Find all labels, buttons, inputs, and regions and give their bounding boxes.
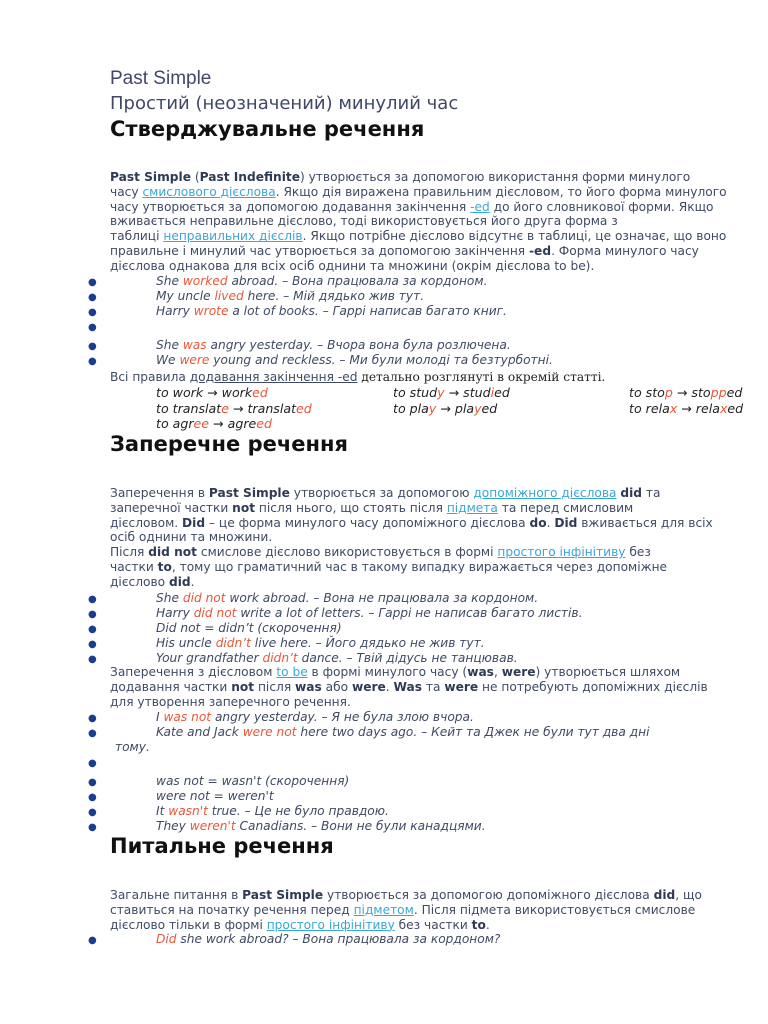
text: → sto — [672, 385, 711, 400]
list-item — [156, 304, 507, 318]
text: We — [156, 353, 180, 367]
highlight-text: worked — [182, 274, 228, 288]
text: ed — [481, 401, 498, 416]
text: детально розглянуті в окремій статті. — [357, 370, 606, 384]
text: to pla — [393, 401, 429, 416]
text: true. – Це не було правдою. — [207, 804, 389, 818]
text: They — [156, 819, 190, 833]
text: ed — [726, 385, 743, 400]
link-irregular-verbs[interactable]: неправильних дієслів — [163, 229, 303, 244]
link-simple-infinitive[interactable]: простого інфінітиву — [497, 545, 626, 560]
text: . — [546, 515, 555, 530]
bullet: ● — [88, 609, 97, 620]
text: правильне і минулий час утворюється за допомогою закінчення — [110, 243, 529, 258]
highlight-text: x — [719, 401, 728, 416]
list-item — [156, 636, 485, 650]
text: заперечної частки — [110, 500, 233, 515]
list-item — [156, 338, 511, 352]
text: . — [385, 679, 394, 694]
list-item-continuation: тому. — [115, 740, 150, 754]
bullet: ● — [88, 292, 97, 303]
text: та — [642, 486, 661, 500]
highlight-text: did not — [193, 606, 237, 620]
doc-title: Past Simple — [110, 68, 212, 89]
term: -ed — [529, 243, 552, 258]
term: Did — [554, 515, 578, 530]
text: young and reckless. – Ми були молоді та безтурботні. — [209, 353, 553, 367]
text: His uncle — [156, 636, 216, 650]
text: dance. – Твій дідусь не танцював. — [297, 651, 518, 665]
text: → translat — [228, 401, 297, 416]
text: Canadians. – Вони не були канадцями. — [235, 819, 486, 833]
bullet: ● — [88, 822, 97, 833]
text: Harry — [156, 606, 194, 620]
bullet: ● — [88, 758, 97, 769]
bullet: ● — [88, 341, 97, 352]
text: angry yesterday. – Я не була злою вчора. — [211, 710, 474, 724]
text: . Форма минулого часу — [551, 243, 699, 258]
term: to — [471, 917, 486, 932]
verb-example — [393, 401, 497, 416]
text: live here. – Його дядько не жив тут. — [250, 636, 485, 650]
highlight-text: ee — [193, 416, 210, 431]
text: . Якщо дія виражена правильним дієсловом, то його форма минулого — [275, 184, 727, 199]
highlight-text: didn’t — [215, 636, 251, 650]
highlight-text: i — [490, 385, 495, 400]
term: Past Simple — [110, 170, 191, 184]
text: додавання частки — [110, 679, 232, 694]
list-item — [156, 932, 500, 946]
term: do — [529, 515, 547, 530]
highlight-text: e — [221, 401, 229, 416]
highlight-text: did not — [182, 591, 226, 605]
text: She — [156, 338, 183, 352]
highlight-text: ed — [256, 416, 272, 431]
text: часу — [110, 184, 143, 199]
text: , тому що граматичний час в такому випадку виражається через допоміжне — [171, 559, 668, 574]
text: write a lot of letters. – Гаррі не написав багато листів. — [236, 606, 583, 620]
text: she work abroad? – Вона працювала за кордоном? — [176, 932, 501, 946]
negative-paragraph — [110, 486, 730, 590]
text: to rela — [629, 401, 670, 416]
text: дієслова однакова для всіх осіб однини та множини (окрім дієслова to be). — [110, 258, 595, 273]
term: did — [653, 888, 676, 902]
text: Did not = didn’t (скорочення) — [156, 621, 342, 635]
highlight-text: was — [182, 338, 207, 352]
bullet: ● — [88, 728, 97, 739]
highlight-text: wrote — [193, 304, 229, 318]
section-heading-affirmative: Стверджувальне речення — [110, 117, 425, 141]
highlight-text: didn’t — [262, 651, 298, 665]
link-simple-infinitive-2[interactable]: простого інфінітиву — [266, 917, 395, 932]
text: Заперечення в — [110, 486, 209, 500]
text: без — [625, 545, 651, 560]
text: або — [321, 679, 352, 694]
highlight-text: was not — [163, 710, 212, 724]
term: did not — [148, 545, 197, 560]
text: to sto — [629, 385, 665, 400]
text: abroad. – Вона працювала за кордоном. — [227, 274, 488, 288]
text: Загальне питання в — [110, 888, 243, 902]
text: частки — [110, 559, 158, 574]
text: ) утворюється шляхом — [535, 665, 681, 679]
text: → pla — [436, 401, 475, 416]
highlight-text: ed — [296, 401, 312, 416]
text: My uncle — [156, 289, 215, 303]
bullet: ● — [88, 777, 97, 788]
verb-example — [393, 385, 510, 400]
text: . Якщо потрібне дієслово відсутнє в таблиці, це означає, що воно — [302, 229, 727, 244]
negative-to-be-paragraph — [110, 665, 730, 709]
doc-subtitle: Простий (неозначений) минулий час — [110, 93, 459, 114]
text: was not = wasn't (скорочення) — [156, 774, 350, 788]
bullet: ● — [88, 624, 97, 635]
term: was — [295, 679, 322, 694]
list-item — [156, 710, 474, 724]
list-item — [156, 591, 538, 605]
question-paragraph — [110, 888, 730, 932]
text: та — [422, 679, 445, 694]
highlight-text: Did — [156, 932, 177, 946]
text: утворюється за допомогою допоміжного дієслова — [323, 888, 654, 902]
text: . Після підмета використовується смислове — [413, 902, 696, 917]
highlight-text: were not — [242, 725, 297, 739]
text: ставиться на початку речення перед — [110, 902, 354, 917]
text: дієслово — [110, 574, 169, 589]
list-item — [156, 289, 424, 303]
text: дієсловом. — [110, 515, 183, 530]
highlight-text: weren't — [189, 819, 236, 833]
highlight-text: wasn't — [168, 804, 208, 818]
bullet: ● — [88, 807, 97, 818]
list-item — [156, 819, 486, 833]
text: , — [493, 665, 502, 679]
text: в формі минулого часу ( — [307, 665, 468, 679]
text: Harry — [156, 304, 194, 318]
text: → stud — [444, 385, 491, 400]
term: Past Indefinite — [199, 170, 300, 184]
text: It — [156, 804, 169, 818]
text: та перед смисловим — [497, 500, 634, 515]
text: → agre — [209, 416, 257, 431]
text: ed — [494, 385, 510, 400]
text: She — [156, 274, 183, 288]
text: . — [190, 574, 195, 589]
text: work abroad. – Вона не працювала за кордоном. — [225, 591, 539, 605]
term: were — [351, 679, 386, 694]
bullet: ● — [88, 307, 97, 318]
term: did — [168, 574, 191, 589]
verb-example — [156, 416, 272, 431]
affirm-paragraph — [110, 170, 730, 274]
term: Did — [182, 515, 206, 530]
bullet: ● — [88, 639, 97, 650]
section-heading-negative: Заперечне речення — [110, 432, 349, 456]
text: утворюється за допомогою — [289, 486, 474, 500]
text: here. – Мій дядько жив тут. — [243, 289, 425, 303]
text: ( — [190, 170, 200, 184]
link-subject-2[interactable]: підметом — [353, 902, 414, 917]
highlight-text: p — [664, 385, 673, 400]
bullet: ● — [88, 654, 97, 665]
text: Kate and Jack — [156, 725, 243, 739]
link-adding-ed[interactable]: додавання закінчення -ed — [189, 370, 358, 384]
list-item — [156, 274, 487, 288]
text: осіб однини та множини. — [110, 530, 273, 545]
text: Заперечення з дієсловом — [110, 665, 277, 679]
highlight-text: ed — [252, 385, 268, 400]
text: ) утворюється за допомогою використання форми минулого — [299, 170, 691, 184]
list-item — [156, 606, 582, 620]
text: таблиці — [110, 229, 164, 244]
rules-note — [110, 370, 605, 384]
text: вживається неправильне дієслово, тоді використовується його друга форма з — [110, 214, 618, 229]
text: після — [254, 679, 296, 694]
term: not — [232, 500, 256, 515]
verb-example — [156, 401, 312, 416]
text: дієслово тільки в формі — [110, 917, 267, 932]
link-subject[interactable]: підмета — [446, 500, 498, 515]
list-item — [156, 789, 274, 803]
highlight-text: y — [437, 385, 445, 400]
term: Past Simple — [242, 888, 324, 902]
text: Your grandfather — [156, 651, 263, 665]
text: до його словникової форми. Якщо — [489, 199, 714, 214]
link-to-be[interactable]: to be — [276, 665, 308, 679]
text: to stud — [393, 385, 438, 400]
term: was — [467, 665, 494, 679]
list-item — [156, 774, 349, 788]
text: Всі правила — [110, 370, 190, 384]
highlight-text: y — [428, 401, 437, 416]
text: → rela — [677, 401, 720, 416]
highlight-text: y — [474, 401, 482, 416]
bullet: ● — [88, 594, 97, 605]
term: to — [157, 559, 172, 574]
term: Past Simple — [208, 486, 290, 500]
text: після нього, що стоять після — [255, 500, 447, 515]
bullet: ● — [88, 322, 97, 333]
list-item — [156, 804, 389, 818]
list-item — [156, 651, 518, 665]
highlight-text: pp — [710, 385, 727, 400]
text: смислове дієслово використовується в формі — [197, 545, 498, 560]
text: – це форма минулого часу допоміжного дієслова — [205, 515, 530, 530]
text: вживається для всіх — [577, 515, 713, 530]
list-item — [156, 725, 649, 739]
highlight-text: were — [179, 353, 210, 367]
term: were — [501, 665, 536, 679]
term: were — [444, 679, 479, 694]
bullet: ● — [88, 935, 97, 946]
verb-example — [156, 385, 268, 400]
text: I — [156, 710, 164, 724]
bullet: ● — [88, 792, 97, 803]
text: Після — [110, 545, 149, 560]
bullet: ● — [88, 713, 97, 724]
link-auxiliary-verb[interactable]: допоміжного дієслова — [473, 486, 617, 500]
text: для утворення заперечного речення. — [110, 694, 351, 709]
text: angry yesterday. – Вчора вона була розлючена. — [206, 338, 511, 352]
verb-example — [629, 385, 742, 400]
verb-example — [629, 401, 743, 416]
bullet: ● — [88, 277, 97, 288]
text: to translat — [156, 401, 222, 416]
text: , що — [675, 888, 702, 902]
highlight-text: lived — [214, 289, 244, 303]
list-item — [156, 353, 553, 367]
text: не потребують допоміжних дієслів — [478, 679, 708, 694]
term: did — [620, 486, 643, 500]
term: not — [231, 679, 255, 694]
text: were not = weren't — [156, 789, 274, 803]
text: to work → work — [156, 385, 253, 400]
text: часу утворюється за допомогою додавання закінчення — [110, 199, 471, 214]
text: a lot of books. – Гаррі написав багато книг. — [228, 304, 507, 318]
bullet: ● — [88, 356, 97, 367]
section-heading-question: Питальне речення — [110, 834, 334, 858]
highlight-text: x — [669, 401, 678, 416]
text: here two days ago. – Кейт та Джек не були тут два дні — [296, 725, 650, 739]
link-ed[interactable]: -ed — [470, 199, 490, 214]
list-item — [156, 621, 342, 635]
text: . — [485, 917, 490, 932]
text: She — [156, 591, 183, 605]
link-main-verb[interactable]: смислового дієслова — [142, 184, 276, 199]
text: to agr — [156, 416, 194, 431]
text: без частки — [394, 917, 472, 932]
term: Was — [393, 679, 423, 694]
text: ed — [727, 401, 744, 416]
